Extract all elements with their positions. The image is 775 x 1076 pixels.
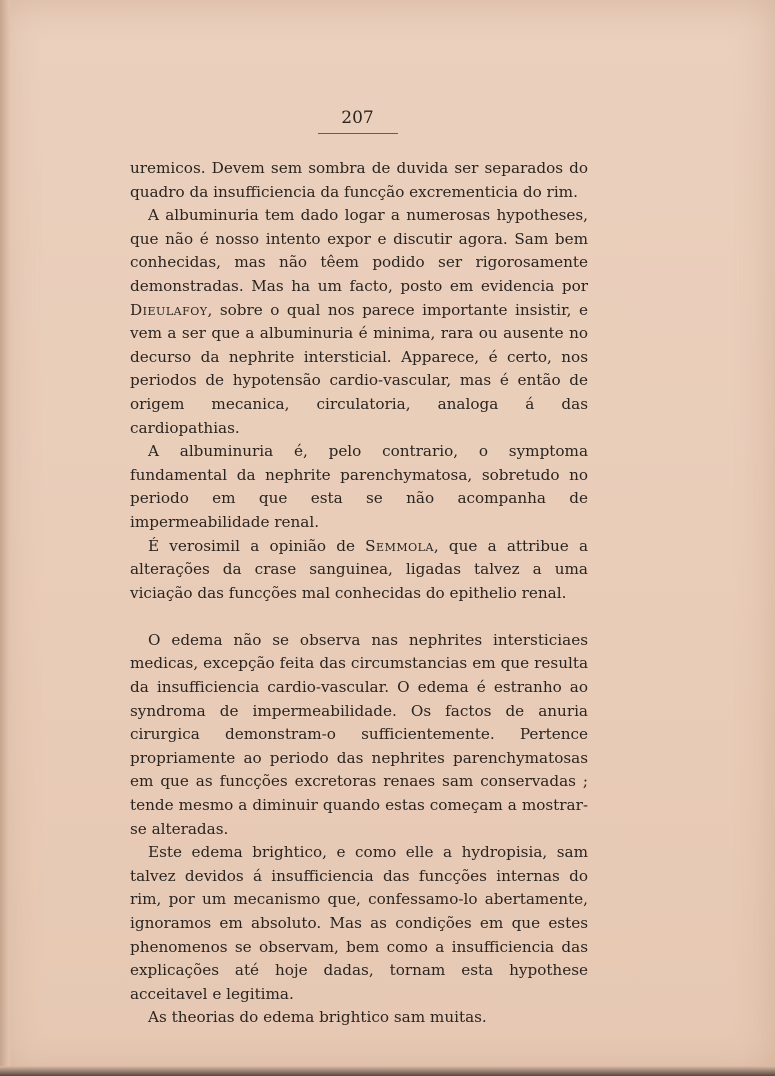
- paragraph-text: A albuminuria tem dado logar a numerosas hypotheses, que não é nosso intento expor e discutir agora. Sam bem conhecidas, mas não têem podido ser rigorosamente demonstradas. Mas ha um facto, posto em evidencia por: [130, 206, 588, 295]
- paragraph: [130, 1006, 588, 1030]
- paragraph-text: É verosimil a opinião de: [148, 536, 366, 555]
- paragraph-text: Este edema brightico, e como elle a hydropisia, sam talvez devidos á insufficiencia das funcções internas do rim, por um mecanismo que, confessamo-lo abertamente, ignoramos em absoluto. Mas as condições em que estes phenomenos se observam, bem como a insufficiencia das explicações até hoje dadas, tornam esta hypothese acceitavel e legitima.: [130, 843, 588, 1003]
- section-gap: [130, 605, 588, 629]
- paragraph: [130, 841, 588, 1006]
- body-text: [130, 157, 588, 1030]
- paragraph: [130, 535, 588, 606]
- header-rule: [318, 133, 398, 134]
- paragraph-text: As theorias do edema brightico sam muitas.: [148, 1008, 487, 1027]
- page-left-edge: [0, 0, 10, 1076]
- paragraph-text: , que a attribue a alterações da crase sanguinea, ligadas talvez a uma viciação das funcções mal conhecidas do epithelio renal.: [130, 536, 588, 602]
- paragraph: [130, 629, 588, 841]
- page-bottom-edge: [0, 1066, 775, 1076]
- paragraph-text: , sobre o qual nos parece importante insistir, e vem a ser que a albuminuria é minima, rara ou ausente no decurso da nephrite intersticial. Apparece, é certo, nos periodos de hypotensão cardio-vascular, mas é então de origem mecanica, circulatoria, analoga á das cardiopathias.: [130, 300, 588, 437]
- page-number: 207: [341, 108, 374, 128]
- paragraph-text: A albuminuria é, pelo contrario, o symptoma fundamental da nephrite parenchymatosa, sobretudo no periodo em que esta se não acompanha de impermeabilidade renal.: [130, 442, 588, 531]
- paragraph-text: O edema não se observa nas nephrites intersticiaes medicas, excepção feita das circumstancias em que resulta da insufficiencia cardio-vascular. O edema é estranho ao syndroma de impermeabilidade. Os factos de anuria cirurgica demonstram-o sufficientemente. Pertence propriamente ao periodo das nephrites parenchymatosas em que as funcções excretoras renaes sam conservadas ; tende mesmo a diminuir quando estas começam a mostrar-se alteradas.: [130, 630, 588, 838]
- paragraph: [130, 440, 588, 534]
- paragraph: [130, 204, 588, 440]
- author-name: Semmola: [365, 536, 434, 555]
- paragraph-text: uremicos. Devem sem sombra de duvida ser separados do quadro da insufficiencia da funcção excrementicia do rim.: [130, 159, 588, 201]
- paragraph: [130, 157, 588, 204]
- author-name: Dieulafoy: [130, 300, 208, 319]
